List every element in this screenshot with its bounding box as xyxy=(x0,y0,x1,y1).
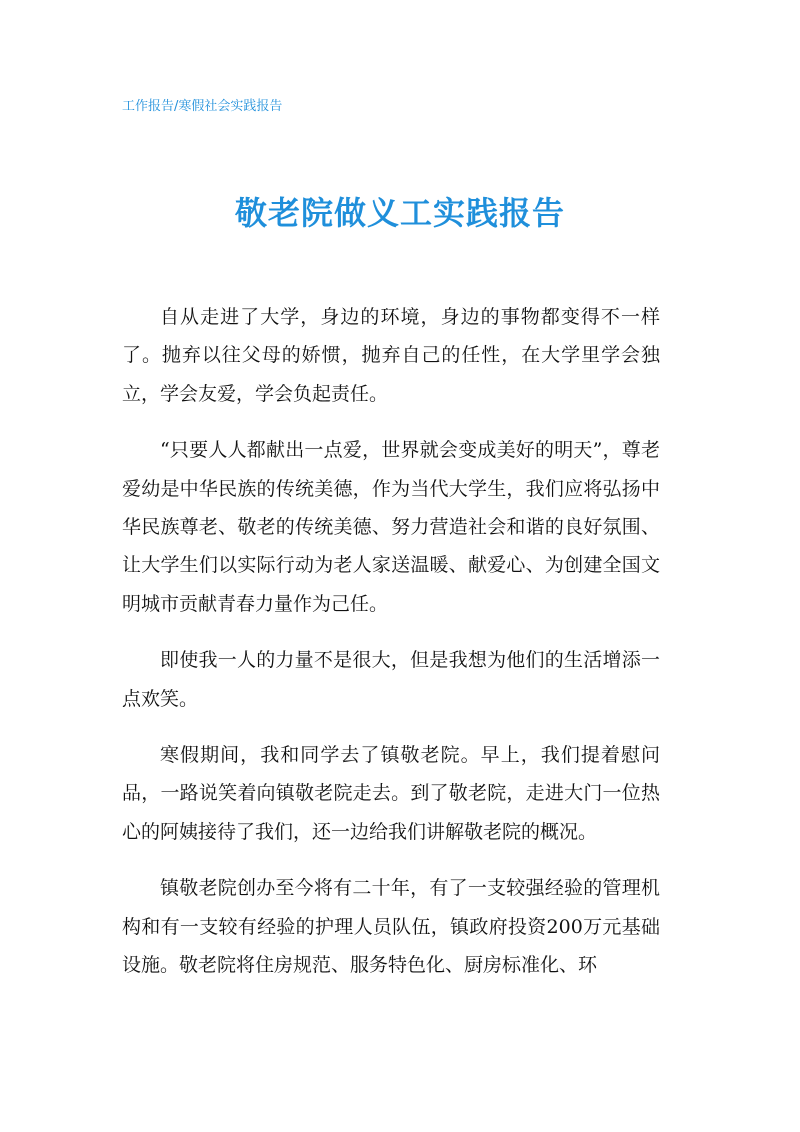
paragraph-4: 寒假期间，我和同学去了镇敬老院。早上，我们提着慰问品，一路说笑着向镇敬老院走去。到了敬老院，走进大门一位热心的阿姨接待了我们，还一边给我们讲解敬老院的概况。 xyxy=(122,744,660,843)
breadcrumb[interactable]: 工作报告/寒假社会实践报告 xyxy=(122,99,283,114)
article-body xyxy=(122,298,660,1003)
page-title: 敬老院做义工实践报告 xyxy=(234,194,565,232)
paragraph-3: 即使我一人的力量不是很大，但是我想为他们的生活增添一点欢笑。 xyxy=(122,649,660,710)
paragraph-5: 镇敬老院创办至今将有二十年，有了一支较强经验的管理机构和有一支较有经验的护理人员队伍，镇政府投资200万元基础设施。敬老院将住房规范、服务特色化、厨房标准化、环 xyxy=(122,877,660,977)
paragraph-2: “只要人人都献出一点爱，世界就会变成美好的明天”，尊老爱幼是中华民族的传统美德，作为当代大学生，我们应将弘扬中华民族尊老、敬老的传统美德、努力营造社会和谐的良好氛围、让大学生们以实际行动为老人家送温暖、献爱心、为创建全国文明城市贡献青春力量作为己任。 xyxy=(122,439,660,615)
paragraph-1: 自从走进了大学，身边的环境，身边的事物都变得不一样了。抛弃以往父母的娇惯，抛弃自己的任性，在大学里学会独立，学会友爱，学会负起责任。 xyxy=(122,306,660,405)
